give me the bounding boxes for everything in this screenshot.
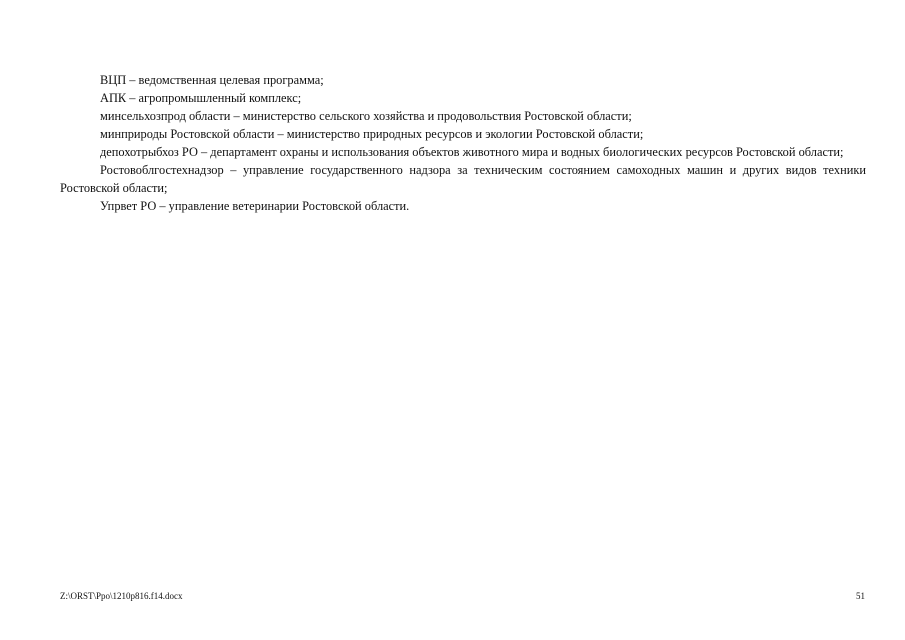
abbreviation-rostovoblgostekhnadzor: Ростовоблгостехнадзор – управление государственного надзора за техническим состоянием самоходных машин и других видов техники Ростовской области;: [60, 163, 866, 195]
abbreviation-depokhotrybkhoz: депохотрыбхоз РО – департамент охраны и использования объектов животного мира и водных биологических ресурсов Ростовской области;: [100, 145, 844, 159]
abbreviation-uprvet: Упрвет РО – управление ветеринарии Ростовской области.: [100, 199, 410, 213]
abbreviations-list: [60, 71, 866, 215]
abbreviation-minprirody: минприроды Ростовской области – министерство природных ресурсов и экологии Ростовской области;: [100, 127, 644, 141]
footer-file-path: Z:\ORST\Ppo\1210p816.f14.docx: [60, 591, 183, 601]
abbreviation-apk: АПК – агропромышленный комплекс;: [100, 91, 302, 105]
abbreviation-vcp: ВЦП – ведомственная целевая программа;: [100, 73, 324, 87]
abbreviation-minselkhozprod: минсельхозпрод области – министерство сельского хозяйства и продовольствия Ростовской области;: [100, 109, 632, 123]
page-number: 51: [856, 591, 865, 601]
